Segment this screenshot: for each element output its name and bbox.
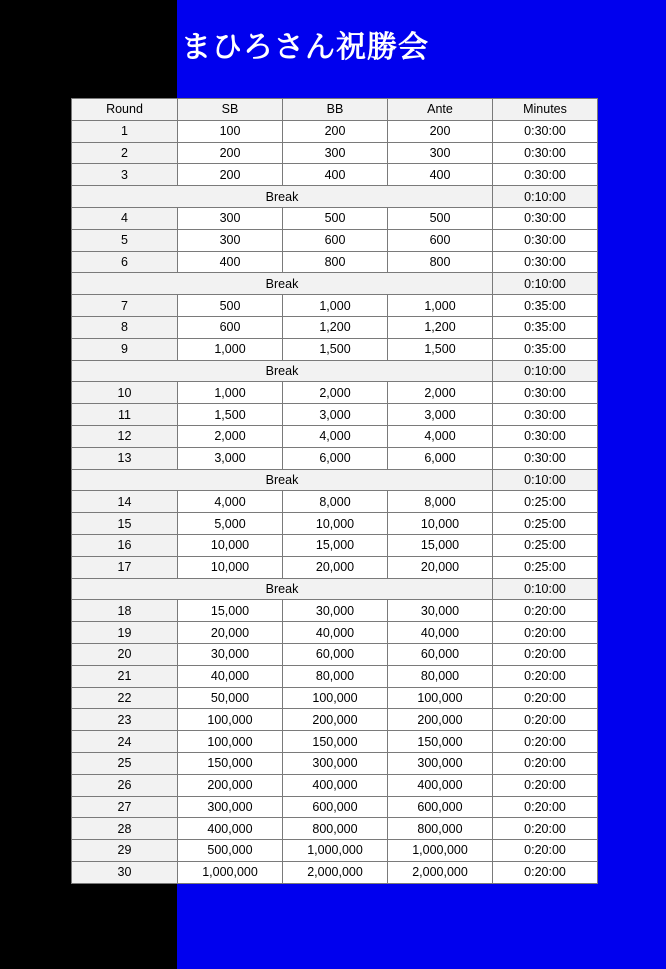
- break-label: Break: [72, 273, 493, 295]
- table-row: [72, 229, 598, 251]
- ante-cell: 60,000: [388, 643, 493, 665]
- table-row: [72, 295, 598, 317]
- bb-cell: 300: [283, 142, 388, 164]
- bb-cell: 150,000: [283, 731, 388, 753]
- ante-cell: 1,000: [388, 295, 493, 317]
- ante-cell: 800: [388, 251, 493, 273]
- bb-cell: 60,000: [283, 643, 388, 665]
- break-minutes-cell: 0:10:00: [493, 273, 598, 295]
- round-cell: 19: [72, 622, 178, 644]
- round-cell: 30: [72, 861, 178, 883]
- minutes-cell: 0:30:00: [493, 251, 598, 273]
- round-cell: 9: [72, 338, 178, 360]
- break-minutes-cell: 0:10:00: [493, 186, 598, 208]
- sb-cell: 5,000: [178, 513, 283, 535]
- minutes-cell: 0:25:00: [493, 513, 598, 535]
- round-cell: 17: [72, 556, 178, 578]
- minutes-cell: 0:30:00: [493, 164, 598, 186]
- bb-cell: 1,000,000: [283, 840, 388, 862]
- bb-cell: 100,000: [283, 687, 388, 709]
- ante-cell: 600: [388, 229, 493, 251]
- sb-cell: 15,000: [178, 600, 283, 622]
- sb-cell: 20,000: [178, 622, 283, 644]
- sb-cell: 3,000: [178, 447, 283, 469]
- table-row: [72, 534, 598, 556]
- table-row: [72, 120, 598, 142]
- round-cell: 13: [72, 447, 178, 469]
- table-row: [72, 404, 598, 426]
- ante-cell: 200: [388, 120, 493, 142]
- minutes-cell: 0:30:00: [493, 425, 598, 447]
- bb-cell: 800: [283, 251, 388, 273]
- round-cell: 20: [72, 643, 178, 665]
- round-cell: 4: [72, 207, 178, 229]
- ante-cell: 400,000: [388, 774, 493, 796]
- bb-cell: 200,000: [283, 709, 388, 731]
- table-row: [72, 491, 598, 513]
- break-minutes-cell: 0:10:00: [493, 578, 598, 600]
- round-cell: 5: [72, 229, 178, 251]
- ante-cell: 1,200: [388, 316, 493, 338]
- bb-cell: 1,000: [283, 295, 388, 317]
- minutes-cell: 0:20:00: [493, 600, 598, 622]
- round-cell: 11: [72, 404, 178, 426]
- minutes-cell: 0:20:00: [493, 818, 598, 840]
- minutes-cell: 0:30:00: [493, 229, 598, 251]
- minutes-cell: 0:30:00: [493, 382, 598, 404]
- table-header-row: [72, 99, 598, 121]
- bb-cell: 10,000: [283, 513, 388, 535]
- sb-cell: 1,000: [178, 338, 283, 360]
- table-row: [72, 622, 598, 644]
- break-minutes-cell: 0:10:00: [493, 360, 598, 382]
- ante-cell: 15,000: [388, 534, 493, 556]
- ante-cell: 500: [388, 207, 493, 229]
- minutes-cell: 0:20:00: [493, 665, 598, 687]
- round-cell: 28: [72, 818, 178, 840]
- table-row: [72, 731, 598, 753]
- bb-cell: 6,000: [283, 447, 388, 469]
- bb-cell: 40,000: [283, 622, 388, 644]
- column-header-minutes: Minutes: [493, 99, 598, 121]
- ante-cell: 40,000: [388, 622, 493, 644]
- minutes-cell: 0:20:00: [493, 731, 598, 753]
- ante-cell: 150,000: [388, 731, 493, 753]
- minutes-cell: 0:20:00: [493, 643, 598, 665]
- table-row: [72, 207, 598, 229]
- minutes-cell: 0:30:00: [493, 120, 598, 142]
- round-cell: 15: [72, 513, 178, 535]
- bb-cell: 2,000,000: [283, 861, 388, 883]
- bb-cell: 80,000: [283, 665, 388, 687]
- round-cell: 26: [72, 774, 178, 796]
- bb-cell: 400: [283, 164, 388, 186]
- sb-cell: 300: [178, 207, 283, 229]
- minutes-cell: 0:30:00: [493, 447, 598, 469]
- ante-cell: 400: [388, 164, 493, 186]
- sb-cell: 100,000: [178, 709, 283, 731]
- ante-cell: 8,000: [388, 491, 493, 513]
- minutes-cell: 0:35:00: [493, 316, 598, 338]
- sb-cell: 300: [178, 229, 283, 251]
- sb-cell: 50,000: [178, 687, 283, 709]
- bb-cell: 1,200: [283, 316, 388, 338]
- table-row: [72, 600, 598, 622]
- sb-cell: 4,000: [178, 491, 283, 513]
- ante-cell: 10,000: [388, 513, 493, 535]
- table-row: [72, 796, 598, 818]
- break-label: Break: [72, 469, 493, 491]
- sb-cell: 10,000: [178, 556, 283, 578]
- sb-cell: 30,000: [178, 643, 283, 665]
- sb-cell: 100,000: [178, 731, 283, 753]
- ante-cell: 2,000: [388, 382, 493, 404]
- ante-cell: 20,000: [388, 556, 493, 578]
- minutes-cell: 0:20:00: [493, 622, 598, 644]
- minutes-cell: 0:20:00: [493, 840, 598, 862]
- ante-cell: 4,000: [388, 425, 493, 447]
- table-row: [72, 513, 598, 535]
- table-row: [72, 665, 598, 687]
- round-cell: 25: [72, 752, 178, 774]
- ante-cell: 300: [388, 142, 493, 164]
- minutes-cell: 0:20:00: [493, 709, 598, 731]
- sb-cell: 100: [178, 120, 283, 142]
- minutes-cell: 0:20:00: [493, 796, 598, 818]
- bb-cell: 600: [283, 229, 388, 251]
- break-row: [72, 578, 598, 600]
- round-cell: 14: [72, 491, 178, 513]
- table-row: [72, 643, 598, 665]
- minutes-cell: 0:35:00: [493, 295, 598, 317]
- sb-cell: 500,000: [178, 840, 283, 862]
- sb-cell: 1,500: [178, 404, 283, 426]
- round-cell: 18: [72, 600, 178, 622]
- sb-cell: 200: [178, 142, 283, 164]
- round-cell: 22: [72, 687, 178, 709]
- sb-cell: 40,000: [178, 665, 283, 687]
- round-cell: 8: [72, 316, 178, 338]
- ante-cell: 30,000: [388, 600, 493, 622]
- table-row: [72, 687, 598, 709]
- sb-cell: 300,000: [178, 796, 283, 818]
- ante-cell: 3,000: [388, 404, 493, 426]
- table-row: [72, 556, 598, 578]
- table-row: [72, 818, 598, 840]
- bb-cell: 3,000: [283, 404, 388, 426]
- table-row: [72, 316, 598, 338]
- blind-structure-table: [71, 98, 598, 884]
- column-header-ante: Ante: [388, 99, 493, 121]
- sb-cell: 200: [178, 164, 283, 186]
- minutes-cell: 0:30:00: [493, 404, 598, 426]
- sb-cell: 1,000: [178, 382, 283, 404]
- bb-cell: 8,000: [283, 491, 388, 513]
- round-cell: 24: [72, 731, 178, 753]
- sb-cell: 1,000,000: [178, 861, 283, 883]
- ante-cell: 800,000: [388, 818, 493, 840]
- bb-cell: 400,000: [283, 774, 388, 796]
- table-row: [72, 251, 598, 273]
- bb-cell: 2,000: [283, 382, 388, 404]
- break-row: [72, 273, 598, 295]
- table-row: [72, 425, 598, 447]
- table-body: [72, 120, 598, 883]
- ante-cell: 100,000: [388, 687, 493, 709]
- round-cell: 2: [72, 142, 178, 164]
- sb-cell: 600: [178, 316, 283, 338]
- sb-cell: 400,000: [178, 818, 283, 840]
- table-row: [72, 709, 598, 731]
- bb-cell: 200: [283, 120, 388, 142]
- bb-cell: 800,000: [283, 818, 388, 840]
- round-cell: 1: [72, 120, 178, 142]
- bb-cell: 4,000: [283, 425, 388, 447]
- ante-cell: 2,000,000: [388, 861, 493, 883]
- sb-cell: 200,000: [178, 774, 283, 796]
- minutes-cell: 0:35:00: [493, 338, 598, 360]
- ante-cell: 80,000: [388, 665, 493, 687]
- ante-cell: 1,000,000: [388, 840, 493, 862]
- table-row: [72, 752, 598, 774]
- table-row: [72, 338, 598, 360]
- round-cell: 10: [72, 382, 178, 404]
- page-title: まひろさん祝勝会: [181, 30, 429, 65]
- bb-cell: 300,000: [283, 752, 388, 774]
- round-cell: 16: [72, 534, 178, 556]
- bb-cell: 600,000: [283, 796, 388, 818]
- ante-cell: 300,000: [388, 752, 493, 774]
- break-row: [72, 186, 598, 208]
- ante-cell: 600,000: [388, 796, 493, 818]
- table-row: [72, 447, 598, 469]
- ante-cell: 200,000: [388, 709, 493, 731]
- column-header-bb: BB: [283, 99, 388, 121]
- minutes-cell: 0:20:00: [493, 752, 598, 774]
- bb-cell: 1,500: [283, 338, 388, 360]
- round-cell: 7: [72, 295, 178, 317]
- break-row: [72, 360, 598, 382]
- round-cell: 23: [72, 709, 178, 731]
- bb-cell: 20,000: [283, 556, 388, 578]
- minutes-cell: 0:30:00: [493, 142, 598, 164]
- sb-cell: 2,000: [178, 425, 283, 447]
- bb-cell: 30,000: [283, 600, 388, 622]
- sb-cell: 150,000: [178, 752, 283, 774]
- break-minutes-cell: 0:10:00: [493, 469, 598, 491]
- round-cell: 29: [72, 840, 178, 862]
- table-row: [72, 840, 598, 862]
- ante-cell: 1,500: [388, 338, 493, 360]
- sb-cell: 500: [178, 295, 283, 317]
- minutes-cell: 0:20:00: [493, 861, 598, 883]
- table-row: [72, 382, 598, 404]
- break-label: Break: [72, 360, 493, 382]
- ante-cell: 6,000: [388, 447, 493, 469]
- table-row: [72, 164, 598, 186]
- minutes-cell: 0:20:00: [493, 687, 598, 709]
- minutes-cell: 0:30:00: [493, 207, 598, 229]
- minutes-cell: 0:25:00: [493, 534, 598, 556]
- round-cell: 21: [72, 665, 178, 687]
- break-label: Break: [72, 578, 493, 600]
- minutes-cell: 0:25:00: [493, 556, 598, 578]
- round-cell: 12: [72, 425, 178, 447]
- break-label: Break: [72, 186, 493, 208]
- round-cell: 6: [72, 251, 178, 273]
- table-row: [72, 861, 598, 883]
- sb-cell: 400: [178, 251, 283, 273]
- column-header-round: Round: [72, 99, 178, 121]
- table-row: [72, 774, 598, 796]
- column-header-sb: SB: [178, 99, 283, 121]
- round-cell: 27: [72, 796, 178, 818]
- minutes-cell: 0:20:00: [493, 774, 598, 796]
- round-cell: 3: [72, 164, 178, 186]
- bb-cell: 15,000: [283, 534, 388, 556]
- sb-cell: 10,000: [178, 534, 283, 556]
- bb-cell: 500: [283, 207, 388, 229]
- break-row: [72, 469, 598, 491]
- table-row: [72, 142, 598, 164]
- minutes-cell: 0:25:00: [493, 491, 598, 513]
